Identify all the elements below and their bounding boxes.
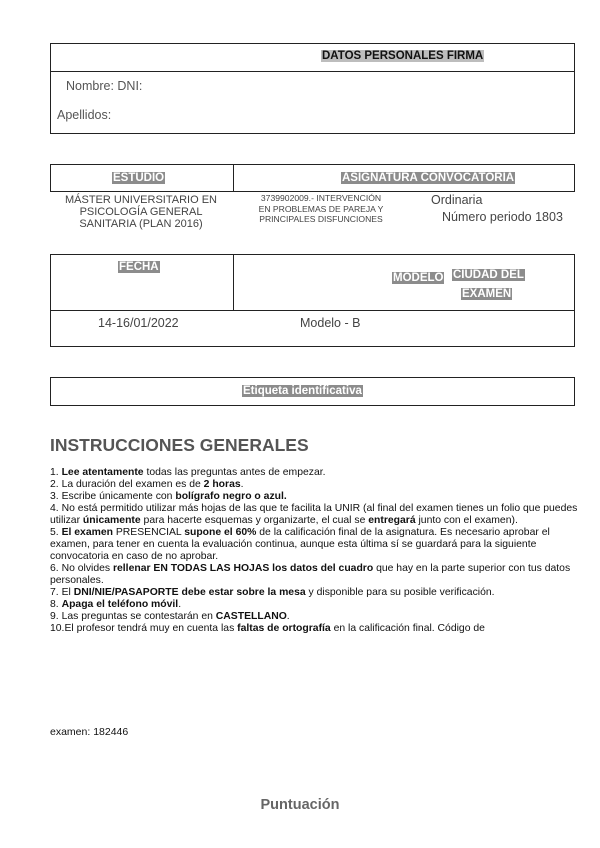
study-header: ESTUDIO	[113, 172, 165, 184]
study-column-divider	[233, 165, 234, 191]
instructions-list	[50, 467, 580, 635]
instruction-item: 6. No olvides rellenar EN TODAS LAS HOJAS los datos del cuadro que hay en la parte superior con tus datos personales.	[50, 563, 571, 586]
identification-label: Etiqueta identificativa	[243, 385, 362, 397]
model-header: MODELO	[393, 272, 444, 284]
instruction-item: 9. Las preguntas se contestarán en CASTELLANO.	[50, 611, 290, 622]
instruction-item: 3. Escribe únicamente con bolígrafo negro o azul.	[50, 491, 287, 502]
date-header: FECHA	[119, 261, 159, 273]
exam-period: Número periodo 1803	[442, 210, 563, 224]
city-header-line2: EXAMEN	[462, 288, 512, 300]
score-label: Puntuación	[260, 797, 340, 813]
instruction-item: 5. El examen PRESENCIAL supone el 60% de la calificación final de la asignatura. Es necesario aprobar el examen, para tener en cuenta la evaluación continua, aunque esta última sí se guardará para la siguiente convocatoria en caso de no aprobar.	[50, 527, 550, 562]
exam-call: Ordinaria	[431, 193, 483, 207]
model-value: Modelo - B	[300, 316, 361, 330]
date-value: 14-16/01/2022	[98, 316, 179, 330]
personal-data-box	[50, 43, 575, 134]
personal-header-row	[51, 44, 574, 72]
subject-name: 3739902009.- INTERVENCIÓN EN PROBLEMAS DE PAREJA Y PRINCIPALES DISFUNCIONES	[258, 193, 384, 224]
study-header-row	[50, 164, 575, 192]
exam-info-header-divider	[51, 310, 574, 311]
instruction-item: 10.El profesor tendrá muy en cuenta las faltas de ortografía en la calificación final. Código de	[50, 623, 485, 634]
study-name: MÁSTER UNIVERSITARIO EN PSICOLOGÍA GENERAL SANITARIA (PLAN 2016)	[65, 194, 217, 230]
instruction-item: 7. El DNI/NIE/PASAPORTE debe estar sobre la mesa y disponible para su posible verificación.	[50, 587, 495, 598]
instruction-item: 1. Lee atentamente todas las preguntas antes de empezar.	[50, 467, 326, 478]
instructions-title: INSTRUCCIONES GENERALES	[50, 435, 309, 455]
exam-code: examen: 182446	[50, 726, 129, 738]
name-dni-label: Nombre: DNI:	[66, 79, 143, 93]
exam-info-column-divider	[233, 255, 234, 310]
subject-call-header: ASIGNATURA CONVOCATORIA	[342, 172, 515, 184]
instruction-item: 8. Apaga el teléfono móvil.	[50, 599, 182, 610]
surname-label: Apellidos:	[57, 108, 112, 122]
instruction-item: 4. No está permitido utilizar más hojas de las que te facilita la UNIR (al final del examen tienes un folio que puedes utilizar únicamente para hacerte esquemas y organizarte, el cual se entregará junto con el examen).	[50, 503, 578, 526]
identification-label-box	[50, 377, 575, 406]
city-header-line1: CIUDAD DEL	[453, 269, 524, 281]
personal-header: DATOS PERSONALES FIRMA	[322, 50, 484, 62]
exam-info-table	[50, 254, 575, 347]
instruction-item: 2. La duración del examen es de 2 horas.	[50, 479, 244, 490]
